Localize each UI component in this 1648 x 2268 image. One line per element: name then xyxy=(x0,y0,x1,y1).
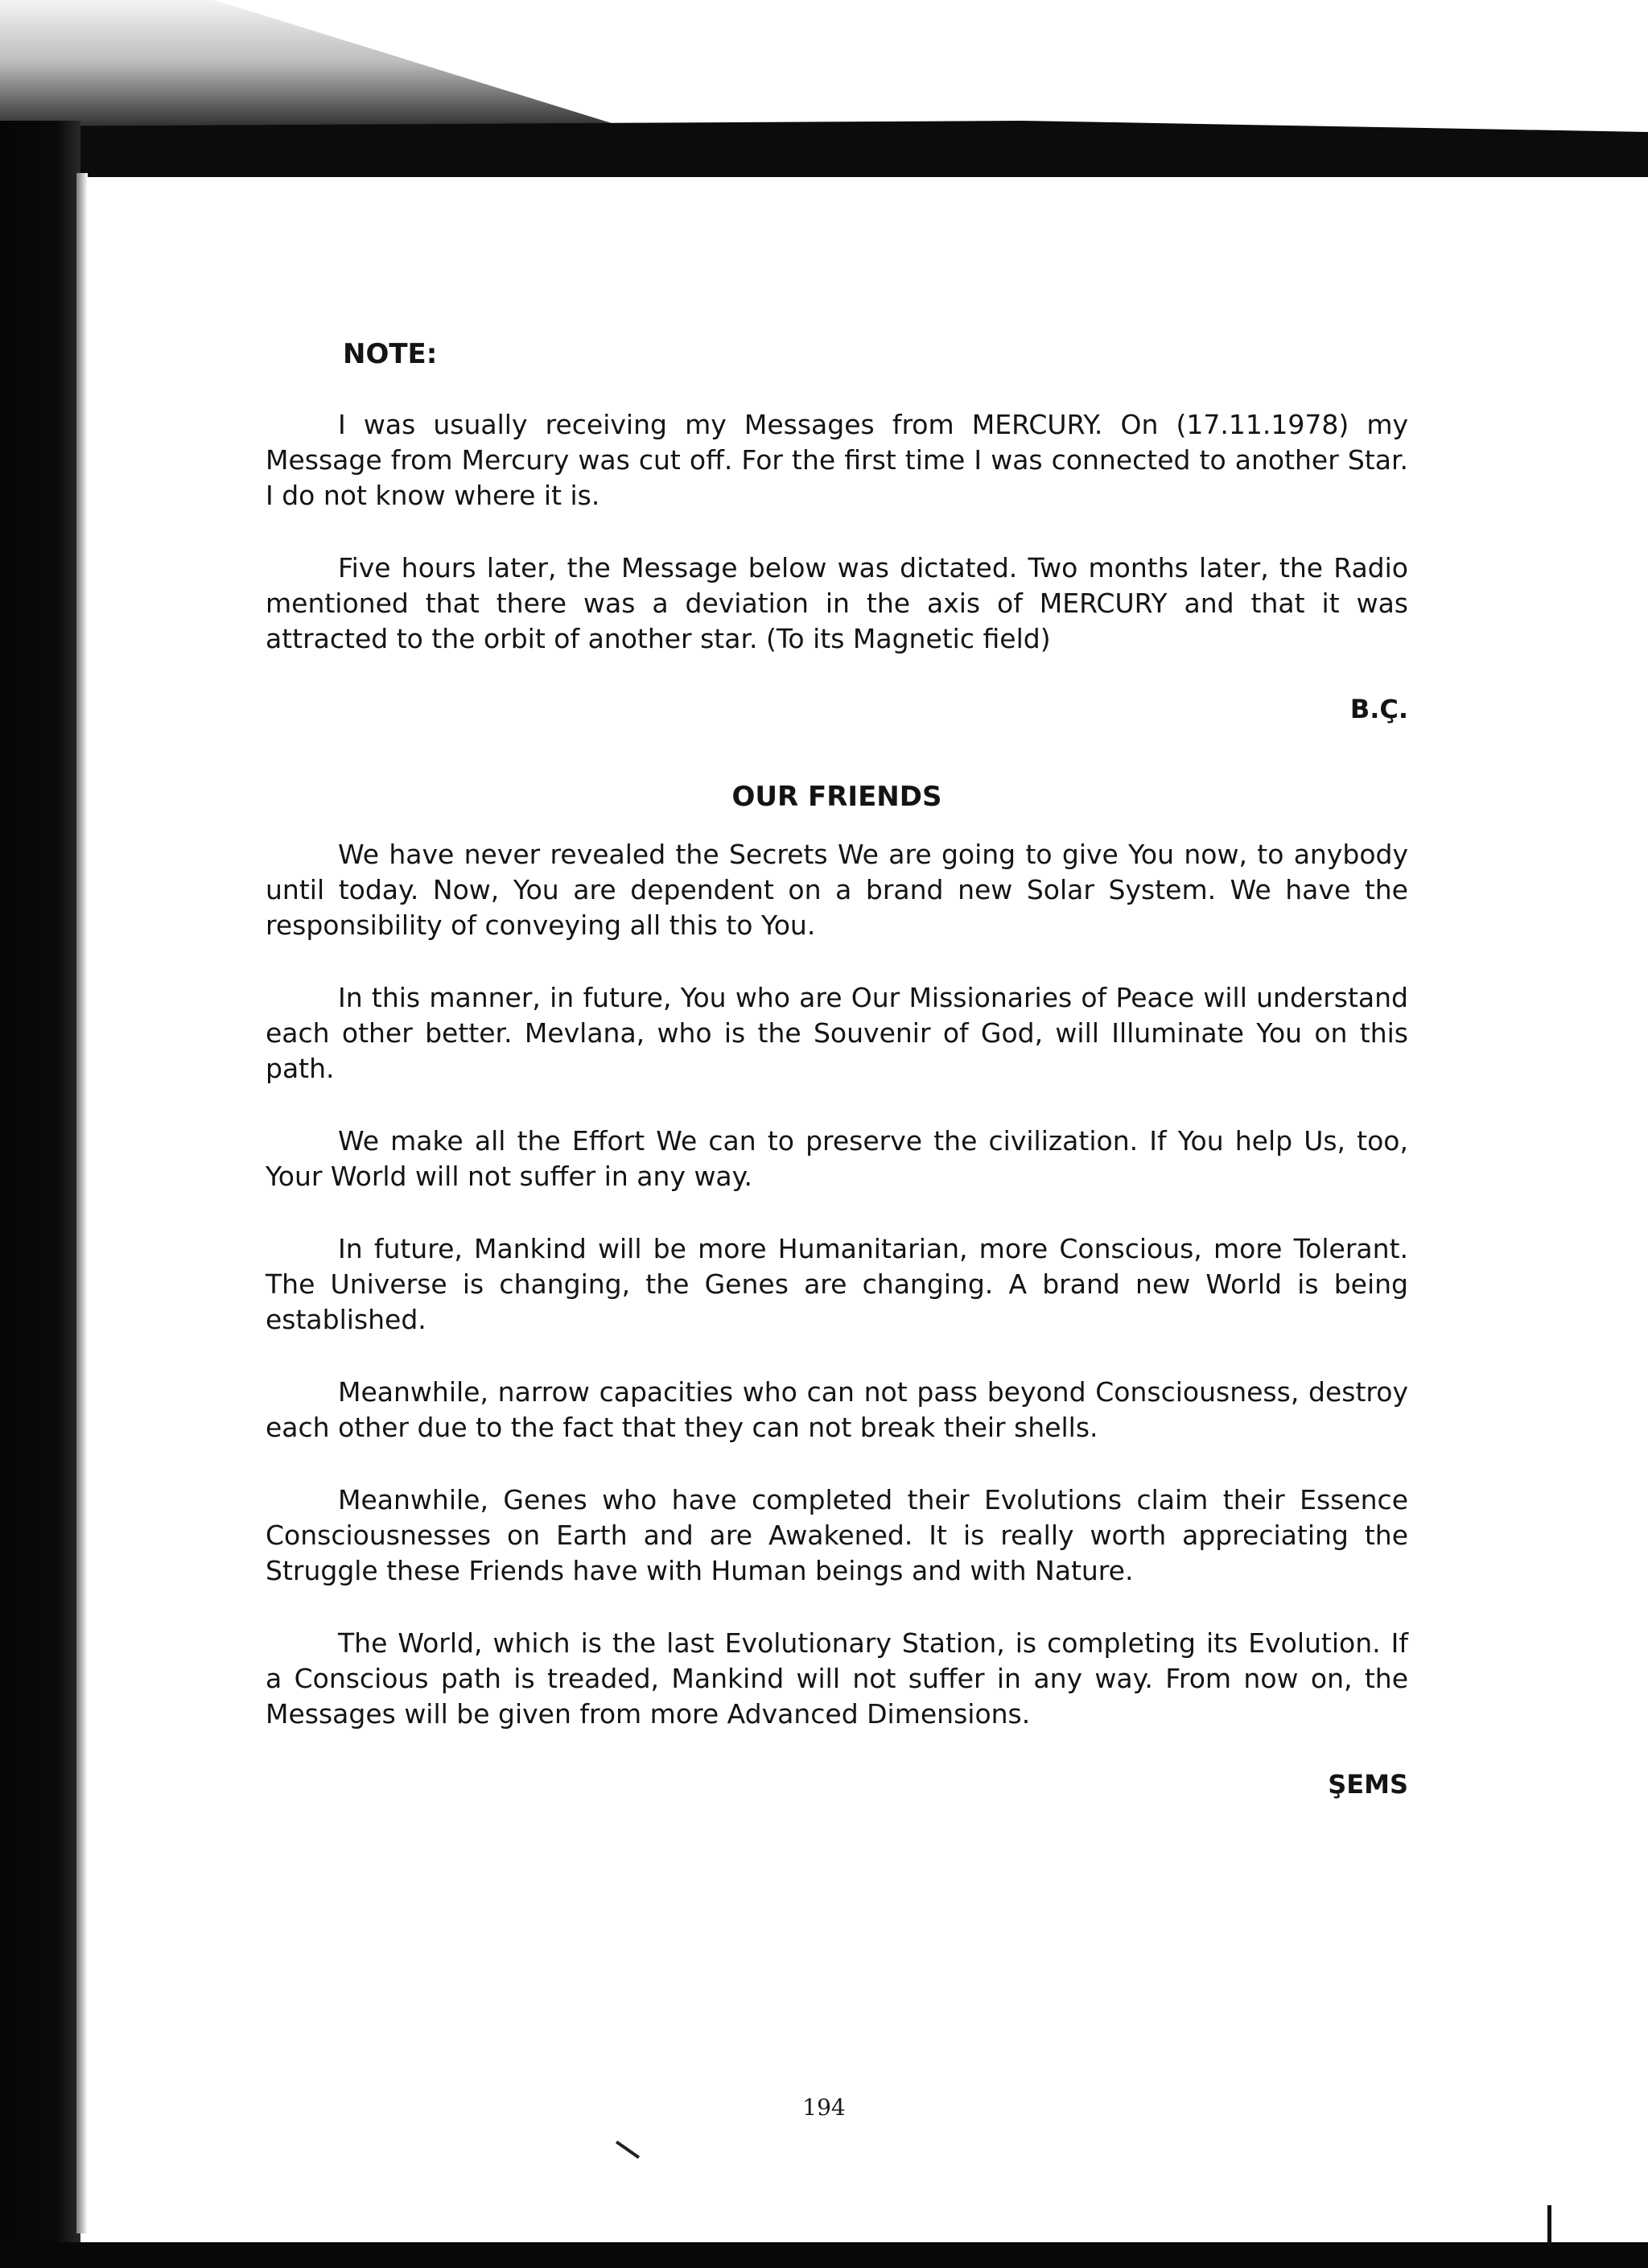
scan-border-left xyxy=(0,121,80,2268)
message-paragraph: We make all the Effort We can to preserve the civilization. If You help Us, too, Your World will not suffer in any way. xyxy=(266,1125,1408,1192)
message-signature: ŞEMS xyxy=(1328,1769,1408,1800)
scan-border-top xyxy=(0,121,1648,177)
message-title: OUR FRIENDS xyxy=(731,781,942,813)
message-paragraph: Meanwhile, Genes who have completed their Evolutions claim their Essence Consciousnesses on Earth and are Awakened. It is really worth appreciating the Struggle these Friends have with Human beings and with Nature. xyxy=(266,1484,1408,1586)
message-paragraph: Meanwhile, narrow capacities who can not pass beyond Consciousness, destroy each other due to the fact that they can not break their shells. xyxy=(266,1376,1408,1443)
page-left-edge xyxy=(76,173,88,2233)
page-number: 194 xyxy=(802,2094,846,2121)
scan-mark-bottom-right xyxy=(1547,2205,1551,2245)
scan-shadow-top xyxy=(0,0,612,137)
scan-border-bottom xyxy=(0,2242,1648,2268)
message-paragraph: We have never revealed the Secrets We are going to give You now, to anybody until today. Now, You are dependent on a brand new Solar System. We have the responsibility of conveying all this to You. xyxy=(266,839,1408,941)
note-paragraph: I was usually receiving my Messages from MERCURY. On (17.11.1978) my Message from Mercury was cut off. For the first time I was connected to another Star. I do not know where it is. xyxy=(266,409,1408,511)
page-content xyxy=(266,338,1408,1800)
scan-stray-mark xyxy=(616,2141,640,2159)
message-paragraph: In future, Mankind will be more Humanitarian, more Conscious, more Tolerant. The Universe is changing, the Genes are changing. A brand new World is being established. xyxy=(266,1233,1408,1335)
note-signature: B.Ç. xyxy=(1349,694,1408,724)
note-heading: NOTE: xyxy=(343,338,438,370)
message-paragraph: The World, which is the last Evolutionary Station, is completing its Evolution. If a Conscious path is treaded, Mankind will not suffer in any way. From now on, the Messages will be given from more Advanced Dimensions. xyxy=(266,1627,1408,1730)
note-paragraph: Five hours later, the Message below was dictated. Two months later, the Radio mentioned that there was a deviation in the axis of MERCURY and that it was attracted to the orbit of another star. (To its Magnetic field) xyxy=(266,552,1408,654)
message-paragraph: In this manner, in future, You who are Our Missionaries of Peace will understand each other better. Mevlana, who is the Souvenir of God, will Illuminate You on this path. xyxy=(266,982,1408,1084)
